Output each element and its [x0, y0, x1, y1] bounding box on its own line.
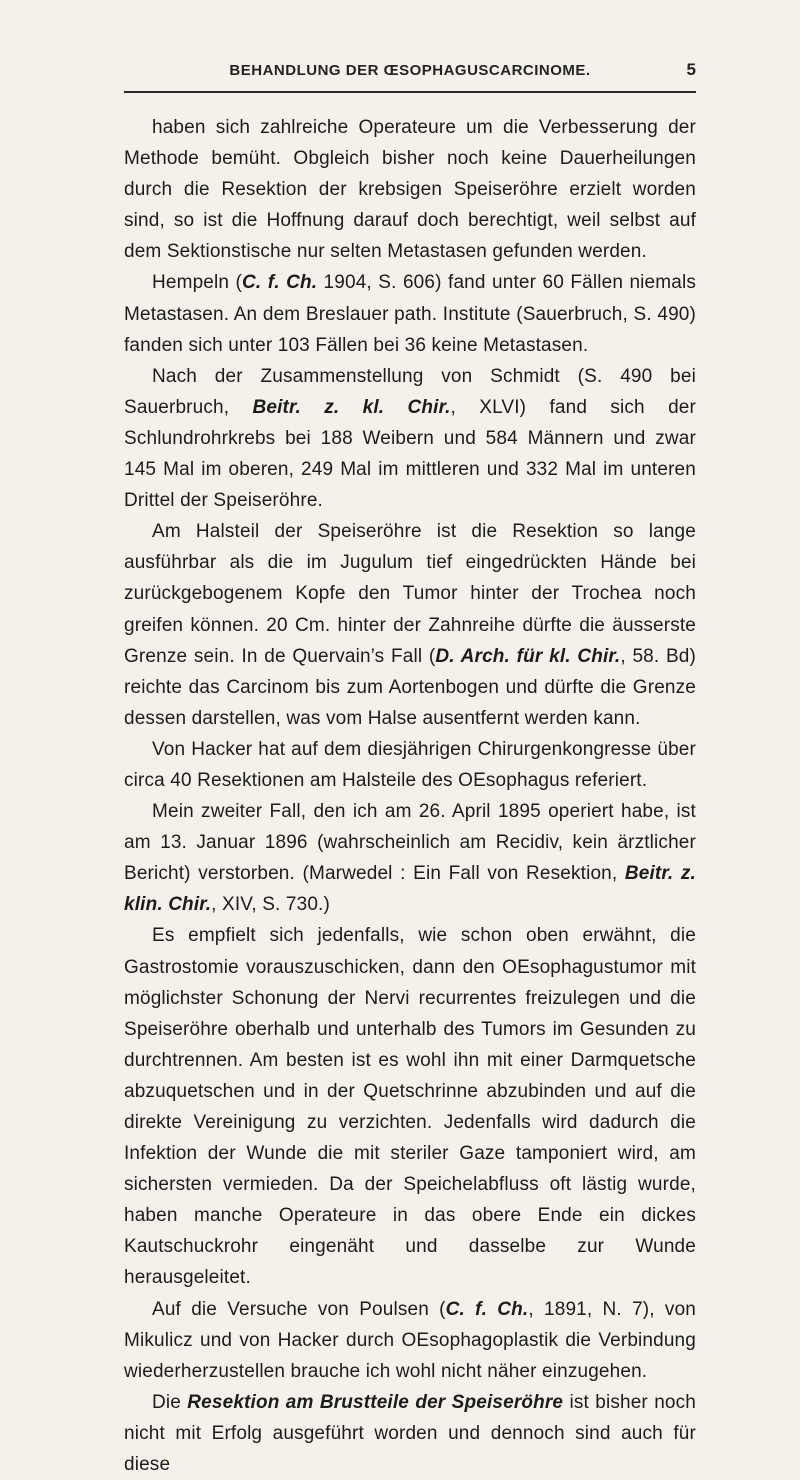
text-segment: Auf die Versuche von Poulsen (: [152, 1298, 446, 1320]
text-segment: , XIV, S. 730.): [211, 894, 330, 916]
text-segment: Die: [152, 1391, 188, 1413]
paragraph: [124, 1294, 696, 1387]
paragraph: [124, 734, 696, 796]
italic-citation: Resektion am Brustteile der Speiseröhre: [187, 1391, 564, 1413]
italic-citation: Beitr. z. kl. Chir.: [252, 396, 451, 418]
italic-citation: Beitr. z. klin. Chir.: [124, 863, 696, 916]
paragraph: [124, 920, 696, 1293]
italic-citation: C. f. Ch.: [445, 1298, 529, 1320]
running-head: [124, 0, 696, 96]
text-segment: haben sich zahlreiche Operateure um die Verbesserung der Methode bemüht. Obgleich bisher noch keine Dauerheilungen durch die Resektion der krebsigen Speiseröhre erzielt worden sind, so ist die Hoffnung darauf doch berechtigt, weil selbst auf dem Sektionstische nur selten Metastasen gefunden werden.: [124, 117, 696, 263]
text-segment: Hempeln (: [152, 272, 242, 294]
paragraph: [124, 361, 696, 516]
text-segment: Es empfielt sich jedenfalls, wie schon oben erwähnt, die Gastrostomie vorauszuschicken, dann den OEsophagustumor mit möglichster Schonung der Nervi recurrentes freizulegen und die Speiseröhre oberhalb und unterhalb des Tumors im Gesunden zu durchtrennen. Am besten ist es wohl ihn mit einer Darmquetsche abzuquetschen und in der Quetschrinne abzubinden und auf die direkte Vereinigung zu verzichten. Jedenfalls wird dadurch die Infektion der Wunde die mit steriler Gaze tamponiert wird, am sichersten vermieden. Da der Speichelabfluss oft lästig wurde, haben manche Operateure in das obere Ende ein dickes Kautschuckrohr eingenäht und dasselbe zur Wunde herausgeleitet.: [124, 925, 696, 1289]
text-segment: Am Halsteil der Speiseröhre ist die Resektion so lange ausführbar als die im Jugulum tief eingedrückten Hände bei zurückgebogenem Kopfe den Tumor hinter der Trochea noch greifen können. 20 Cm. hinter der Zahnreihe dürfte die äusserste Grenze sein. In de Quervain’s Fall (: [124, 521, 696, 667]
paragraph: [124, 1387, 696, 1480]
page-number: 5: [686, 60, 696, 79]
paragraph: [124, 796, 696, 920]
text-segment: 1904, S. 606) fand unter 60 Fällen niemals Metastasen. An dem Breslauer path. Institute (Sauerbruch, S. 490) fanden sich unter 103 Fällen bei 36 keine Metastasen.: [124, 272, 696, 356]
header-rule: [124, 91, 696, 93]
paragraph: [124, 112, 696, 267]
text-segment: , 58. Bd) reichte das Carcinom bis zum Aortenbogen und dürfte die Grenze dessen darstellen, was vom Halse ausentfernt werden kann.: [124, 645, 696, 729]
text-segment: Von Hacker hat auf dem diesjährigen Chirurgenkongresse über circa 40 Resektionen am Halsteile des OEsophagus referiert.: [124, 738, 696, 791]
text-segment: Mein zweiter Fall, den ich am 26. April 1895 operiert habe, ist am 13. Januar 1896 (wahrscheinlich am Recidiv, kein ärztlicher Bericht) verstorben. (Marwedel : Ein Fall von Resektion,: [124, 801, 696, 885]
running-title: BEHANDLUNG DER ŒSOPHAGUSCARCINOME.: [229, 62, 591, 79]
text-segment: ist bisher noch nicht mit Erfolg ausgeführt worden und dennoch sind auch für diese: [124, 1391, 697, 1476]
paragraph: [124, 267, 696, 360]
text-segment: , XLVI) fand sich der Schlundrohrkrebs bei 188 Weibern und 584 Männern und zwar 145 Mal im oberen, 249 Mal im mittleren und 332 Mal im unteren Drittel der Speiseröhre.: [124, 396, 696, 512]
italic-citation: C. f. Ch.: [242, 272, 318, 294]
italic-citation: D. Arch. für kl. Chir.: [435, 645, 621, 667]
paragraph: [124, 516, 696, 734]
text-segment: , 1891, N. 7), von Mikulicz und von Hacker durch OEsophagoplastik die Verbindung wiederherzustellen brauche ich wohl nicht näher einzugehen.: [124, 1298, 697, 1382]
text-segment: Nach der Zusammenstellung von Schmidt (S. 490 bei Sauerbruch,: [124, 365, 696, 418]
body-text: [124, 96, 696, 1480]
